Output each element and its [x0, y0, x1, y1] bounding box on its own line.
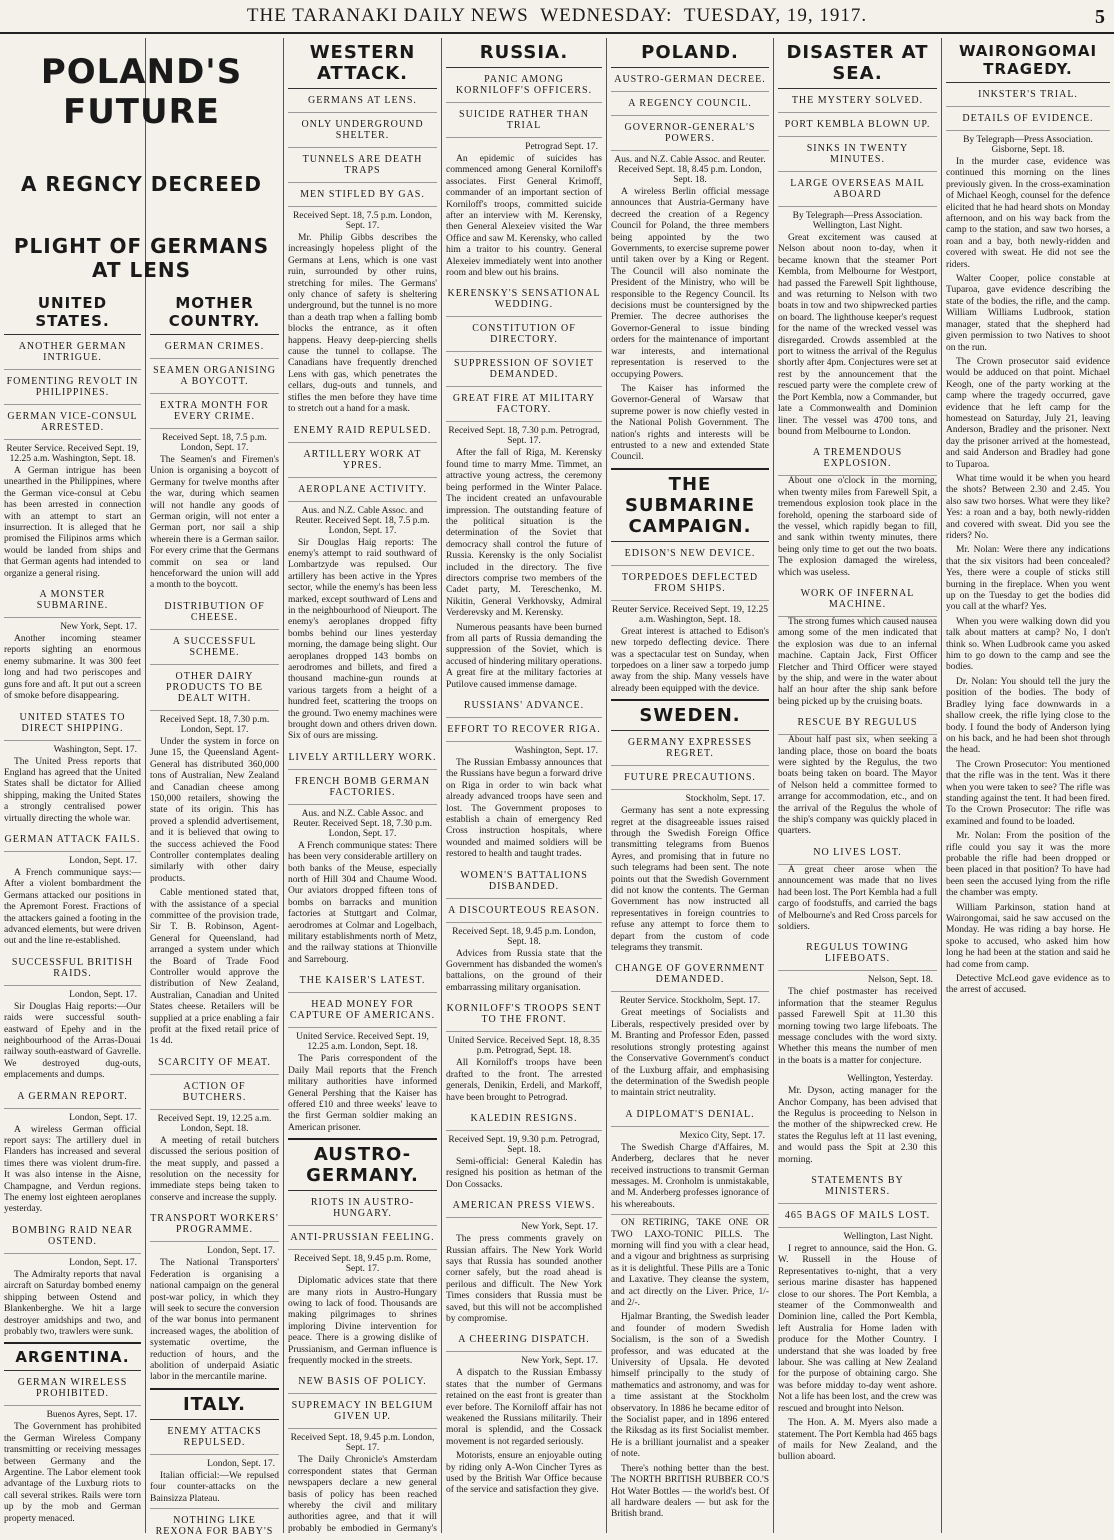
- article-paragraph: The strong fumes which caused nausea among some of the men indicated that the explosion was due to an infernal machine. Captain Jack, First Officer Fletcher and Third Officer were stayed by the ship, and were in the water about half an hour after the ship sank before being picked up by the cruising boats.: [778, 616, 937, 707]
- subhead: FOMENTING REVOLT IN PHILIPPINES.: [4, 370, 141, 405]
- weekday-label: WEDNESDAY:: [540, 5, 673, 26]
- subhead: SUCCESSFUL BRITISH RAIDS.: [4, 951, 141, 986]
- article-paragraph: Another incoming steamer reports sighting an enormous enemy submarine. It was 300 feet long and had two periscopes and guns fore and aft. It put out a screen of smoke before disappearing.: [4, 634, 141, 702]
- article-paragraph: The National Transporters' Federation is organising a national campaign on the general post-war policy, in which they will seek to secure the conversion of the war bonus into permanent increased wages, the abolition of systematic overtime, the reduction of hours, and the abolition of underpaid Asiatic labor in the mercantile marine.: [150, 1258, 279, 1383]
- subhead: WORK OF INFERNAL MACHINE.: [778, 582, 937, 617]
- section-title: SWEDEN.: [611, 699, 769, 731]
- dateline: Wellington, Last Night.: [843, 1232, 933, 1242]
- section-title: WESTERN ATTACK.: [288, 38, 437, 89]
- subhead: A GERMAN REPORT.: [4, 1085, 141, 1109]
- subhead: DISTRIBUTION OF CHEESE.: [150, 595, 279, 630]
- subhead: ACTION OF BUTCHERS.: [150, 1075, 279, 1110]
- subhead: [4, 1528, 141, 1535]
- subhead: CHANGE OF GOVERNMENT DEMANDED.: [611, 957, 769, 992]
- article-paragraph: When you were walking down did you talk about matters at camp? No, I don't think so. When Ludbrook came you asked him to go down to the camp and see the bodies.: [946, 616, 1110, 673]
- subhead: CONSTITUTION OF DIRECTORY.: [446, 317, 602, 352]
- article-paragraph: Walter Cooper, police constable at Tuparoa, gave evidence describing the state of the bodies, the rifle, and the camp. William Williams Ludbrook, station manager, stated that the shepherd had given permission to two Natives to shoot on the run.: [946, 274, 1110, 353]
- subhead: SEAMEN ORGANISING A BOYCOTT.: [150, 359, 279, 394]
- sub-headline: PLIGHT OF GERMANS AT LENS: [13, 234, 270, 282]
- dateline: By Telegraph—Press Association. Gisborne, Sept. 18.: [963, 135, 1093, 155]
- article-paragraph: The Admiralty reports that naval aircraft on Saturday bombed enemy shipping between Ostend and Blankenberghe. We hit a large destroyer amidships and two, and probably two, trawlers were sunk.: [4, 1269, 141, 1337]
- dateline: Aus. and N.Z. Cable Assoc. and Reuter. Received Sept. 18, 7.30 p.m. London, Sept. 17.: [292, 808, 433, 839]
- section-title: POLAND.: [611, 38, 769, 68]
- subhead: UNITED STATES TO DIRECT SHIPPING.: [4, 706, 141, 741]
- article-paragraph: A wireless German official report says: The artillery duel in Flanders has increased and several times there was violent drum-fire. It was also intense in the Aisne, Champagne, and Verdun regions. The enemy lost eighteen aeroplanes yesterday.: [4, 1124, 141, 1215]
- dateline: Petrograd Sept. 17.: [525, 142, 598, 152]
- page-number: 5: [1095, 6, 1106, 28]
- dateline: Wellington, Yesterday.: [847, 1074, 933, 1085]
- subhead: A SUCCESSFUL SCHEME.: [150, 630, 279, 665]
- lead-headline-block: [0, 38, 283, 283]
- section-title: RUSSIA.: [446, 38, 602, 68]
- subhead: LARGE OVERSEAS MAIL ABOARD: [778, 172, 937, 207]
- article-paragraph: An epidemic of suicides has commenced among General Korniloff's associates. First General Krimoff, commander of an important section of Korniloff's troops, committed suicide after an interview with M. Kerensky, then General Alexeiev visited the War Office and saw M. Kerensky, who called him a traitor to his country. General Alexeiev immediately went into another room and blew out his brains.: [446, 154, 602, 279]
- subhead: GERMAN CRIMES.: [150, 335, 279, 359]
- article-paragraph: Great excitement was caused at Nelson about noon to-day, when it became known that the steamer Port Kembla, from Melbourne for Westport, had passed the Farewell Spit lighthouse, and was returning to Nelson with two boats in tow and two shipwrecked parties on board. The lighthouse keeper's request for the name of the wrecked vessel was disregarded. Crowds assembled at the port to witness the arrival of the Regulus shortly after 4pm. Conjectures were set at rest by the announcement that the rescued party were the complete crew of the Port Kembla, now a Commander, but late a Commonwealth and Dominion liner. The vessel was 4700 tons, and bound from Melbourne to London.: [778, 233, 937, 437]
- dateline: Received Sept. 19, 12.25 a.m. London, Sept. 18.: [157, 1113, 272, 1134]
- subhead: FUTURE PRECAUTIONS.: [611, 766, 769, 790]
- subhead: RIOTS IN AUSTRO-HUNGARY.: [288, 1191, 437, 1226]
- article-paragraph: The Kaiser has informed the Governor-General of Warsaw that supreme power is now chiefly vested in the National Polish Government. The nation's rights and interests will be entrusted to a new and extended State Council.: [611, 383, 769, 463]
- dateline: London, Sept. 17.: [69, 1257, 137, 1268]
- article-paragraph: In the murder case, evidence was continued this morning on the lines previously given. In the cross-examination of Michael Keogh, counsel for the defence elicited that he had heard shots on Monday afternoon, and on his way back from the camp to the station, and saw two horses, a roan and a bay, both newly-ridden and covered with sweat. He did not see the riders.: [946, 157, 1110, 270]
- subhead: THE KAISER'S LATEST.: [288, 969, 437, 993]
- article-paragraph: Detective McLeod gave evidence as to the arrest of accused.: [946, 974, 1110, 996]
- article-paragraph: Semi-official: General Kaledin has resigned his position as hetman of the Don Cossacks.: [446, 1156, 602, 1190]
- article-paragraph: The Seamen's and Firemen's Union is organising a boycott of Germany for twelve months after the war, during which seamen will not handle any goods of German origin, will not enter a German port, nor sail a ship wherein there is a German sailor. For every crime that the Germans commit on sea or land henceforward the union will add a month to the boycott.: [150, 455, 279, 591]
- subhead: GERMAN WIRELESS PROHIBITED.: [4, 1371, 141, 1406]
- dateline: Washington, Sept. 17.: [514, 746, 598, 756]
- dateline: Received Sept. 18, 7.5 p.m. London, Sept. 17.: [292, 211, 433, 231]
- subhead: FRENCH BOMB GERMAN FACTORIES.: [288, 770, 437, 805]
- dateline: London, Sept. 17.: [69, 989, 137, 1000]
- dateline: Reuter Service. Stockholm, Sept. 17.: [619, 996, 761, 1007]
- article-paragraph: Great interest is attached to Edison's new torpedo deflecting device. There was a spectacular test on Sunday, when torpedoes on a liner saw a torpedo jump away from the ship. Many vessels have already been equipped with the device.: [611, 626, 769, 694]
- subhead: GERMAN ATTACK FAILS.: [4, 828, 141, 852]
- article-paragraph: The Russian Embassy announces that the Russians have begun a forward drive on Riga in order to win back what already advanced troops have seen and lost. The Government proposes to establish a chain of emergency Red Cross instruction hospitals, where wounded and maimed soldiers will be restored to health and taught trades.: [446, 758, 602, 860]
- subhead: ENEMY ATTACKS REPULSED.: [150, 1420, 279, 1455]
- dateline: Received Sept. 19, 9.30 p.m. Petrograd, Sept. 18.: [448, 1134, 600, 1155]
- subhead: 465 BAGS OF MAILS LOST.: [778, 1204, 937, 1228]
- section-title: DISASTER AT SEA.: [778, 38, 937, 89]
- article-paragraph: A great cheer arose when the announcement was made that no lives had been lost. The Port Kembla had a full cargo of foodstuffs, and carried the bags of Melbourne's and Red Cross parcels for soldiers.: [778, 864, 937, 932]
- column-mother-country: [146, 290, 283, 1535]
- dateline: Received Sept. 18, 7.5 p.m. London, Sept. 17.: [162, 433, 267, 453]
- dateline: Received Sept. 18, 9.45 p.m. Rome, Sept. 17.: [294, 1254, 431, 1275]
- subhead: RUSSIANS' ADVANCE.: [446, 694, 602, 718]
- subhead: RESCUE BY REGULUS: [778, 711, 937, 735]
- section-title: THE SUBMARINE CAMPAIGN.: [611, 468, 769, 542]
- subhead: DETAILS OF EVIDENCE.: [946, 107, 1110, 131]
- article-paragraph: About one o'clock in the morning, when twenty miles from Farewell Spit, a tremendous explosion took place in the forehold, opening the starboard side of the vessel, which rapidly began to fill, and sank within twenty minutes, there being only time to get out the two boats. The explosion damaged the wireless, which was useless.: [778, 476, 937, 578]
- article-paragraph: William Parkinson, station hand at Wairongomai, said he saw accused on the Monday. He was riding a bay horse. He spoke to accused, who asked him how long he had been at the station and said he had come from camp.: [946, 902, 1110, 970]
- article-paragraph: The United Press reports that England has agreed that the United States shall be dictator for Allied shipping, making the United States a strongly centralised power virtually directing the whole war.: [4, 756, 141, 824]
- subhead: SUICIDE RATHER THAN TRIAL: [446, 103, 602, 138]
- advertisement-text: Motorists, ensure an enjoyable outing by riding only A-Won Cincher Tyres as used by the British War Office because of the service and satisfaction they give.: [446, 1451, 602, 1496]
- subhead: EXTRA MONTH FOR EVERY CRIME.: [150, 394, 279, 429]
- section-title: MOTHER COUNTRY.: [150, 290, 279, 335]
- subhead: PORT KEMBLA BLOWN UP.: [778, 113, 937, 137]
- article-paragraph: The Government has prohibited the German Wireless Company transmitting or receiving messages between Germany and the Argentine. The Labor element took advantage of the Luxburg riots to call several strikes. Rails were torn up by the mob and German property menaced.: [4, 1422, 141, 1524]
- subhead: GREAT FIRE AT MILITARY FACTORY.: [446, 387, 602, 422]
- dateline: Aus. and N.Z. Cable Assoc. and Reuter. Received Sept. 18, 7.5 p.m. London, Sept. 17.: [295, 505, 430, 536]
- subhead: INKSTER'S TRIAL.: [946, 83, 1110, 107]
- column-russia: [442, 38, 606, 1533]
- dateline: New York, Sept. 17.: [60, 622, 137, 633]
- article-paragraph: Great meetings of Socialists and Liberals, respectively presided over by M. Branting and Professor Eden, passed resolutions strongly protesting against the Conservative Government's conduct of the Luxburg affair, and emphasising the determination of the Swedish people to maintain strict neutrality.: [611, 1008, 769, 1099]
- article-paragraph: The Crown Prosecutor: You mentioned that the rifle was in the tent. Was it there when you were taken to see? The rifle was standing against the tent. It had been fired. To the Crown Prosecutor: The rifle was examined and found to be loaded.: [946, 759, 1110, 827]
- article-paragraph: The Paris correspondent of the Daily Mail reports that the French military authorities have informed General Pershing that the Kaiser has offered £10 and three weeks' leave to the first German soldier making an American prisoner.: [288, 1054, 437, 1133]
- subhead: GERMANY EXPRESSES REGRET.: [611, 731, 769, 766]
- article-paragraph: Mr. Nolan: Were there any indications that the six visitors had been concealed? Yes, there were a couple of sticks still burning in the fireplace. When you went up on the Tuesday to get the bodies did you call at the wharf? Yes.: [946, 545, 1110, 613]
- subhead: ARTILLERY WORK AT YPRES.: [288, 443, 437, 478]
- dateline: London, Sept. 17.: [207, 1246, 275, 1257]
- subhead: MEN STIFLED BY GAS.: [288, 183, 437, 207]
- issue-date: TUESDAY, 19, 1917.: [683, 5, 868, 26]
- advertisement-heading: NOTHING LIKE REXONA FOR BABY'S: [150, 1508, 279, 1535]
- dateline: Reuter Service. Received Sept. 19, 12.25 a.m. Washington, Sept. 18.: [612, 604, 768, 625]
- article-paragraph: I regret to announce, said the Hon. G. W. Russell in the House of Representatives to-night, that a very serious marine disaster has happened close to our shores. The Port Kembla, a steamer of the Commonwealth and Dominion line, called the Port Kembla, left Australia for Home laden with produce for the Mother Country. I understand that she was loaded by free labour. She was calling at New Zealand for the purpose of obtaining cargo. She was before midday to-day went ashore. Not a life has been lost, and the crew was rescued and brought into Nelson.: [778, 1244, 937, 1414]
- section-title: ARGENTINA.: [4, 1342, 141, 1371]
- article-paragraph: After the fall of Riga, M. Kerensky found time to marry Mme. Timmet, an attractive young actress, the ceremony being performed in the Winter Palace. The incident created an unfavourable impression. The outstanding feature of the political situation is the determination of the Soviet that democracy shall control the future of Russia. Kerensky is the only Socialist included in the directory. The five directors comprise two members of the Cadet party, M. Tereschenko, M. Nikitin, General Verkhovsky, Admiral Verderevsky and M. Kerensky.: [446, 448, 602, 619]
- subhead: TORPEDOES DEFLECTED FROM SHIPS.: [611, 566, 769, 601]
- article-paragraph: The press comments gravely on Russian affairs. The New York World says that Russia has sounded another corner safely, but the road ahead is perilous and difficult. The New York Times considers that Russia must be saved, but this will not be accomplished by compromise.: [446, 1234, 602, 1324]
- subhead: LIVELY ARTILLERY WORK.: [288, 746, 437, 770]
- dateline: Buenos Ayres, Sept. 17.: [46, 1410, 137, 1421]
- dateline: By Telegraph—Press Association. Wellington, Last Night.: [792, 211, 923, 231]
- column-disaster-at-sea: [774, 38, 941, 1533]
- article-paragraph: A wireless Berlin official message announces that Austria-Germany have decreed the creation of a Regency Council for Poland, the three members being appointed by the two Governments, to exercise supreme power until taken over by a King or Regent. The Council will also nominate the President of the Ministry, who will be responsible to the Regency Council. Its decisions must be countersigned by the Premier. The decree authorises the Governor-General to issue binding orders for the maintenance of important war interests, and international representation is reserved to the occupying Powers.: [611, 187, 769, 380]
- article-paragraph: Diplomatic advices state that there are many riots in Austro-Hungary owing to lack of food. Thousands are making pilgrimages to shrines imploring Divine intervention for peace. There is a growing dislike of Prussianism, and German influence is frequently mocked in the streets.: [288, 1276, 437, 1366]
- article-paragraph: Dr. Nolan: You should tell the jury the position of the bodies. The body of Bradley lying face downwards in a shallow creek, the rifle lying close to the body. I found the body of Anderson lying on his back, and he had been shot through the head.: [946, 676, 1110, 756]
- article-paragraph: A meeting of retail butchers discussed the serious position of the meat supply, and passed a resolution on the necessity for immediate steps being taken to conserve and increase the supply.: [150, 1135, 279, 1203]
- article-paragraph: A French communique states: There has been very considerable artillery on both banks of the Meuse, especially north of Hill 304 and Chaume Wood. Our aviators dropped fifteen tons of bombs on barracks and munition factories at Stuttgart and Colmar, aerodromes at Colmar and Logelbach, military establishments north of Metz, and the railway stations at Thionville and Sarrebourg.: [288, 840, 437, 965]
- subhead: ANTI-PRUSSIAN FEELING.: [288, 1226, 437, 1250]
- column-western-attack: [284, 38, 441, 1533]
- article-paragraph: Sir Douglas Haig reports:—Our raids were successful south-eastward of Epehy and in the neighbourhood of the Arras-Douai railway south-eastward of Gavrelle. We destroyed dug-outs, emplacements and dumps.: [4, 1001, 141, 1081]
- subhead: ONLY UNDERGROUND SHELTER.: [288, 113, 437, 148]
- article-paragraph: Mr. Nolan: From the position of the rifle could you say it was the more probable the rifle had been dropped or been placed in that position? To have had been seen the accused lying from the rifle the chamber was empty.: [946, 831, 1110, 899]
- dateline: United Service. Received Sept. 18, 8.35 p.m. Petrograd, Sept. 18.: [448, 1036, 600, 1057]
- sub-headline: A REGNCY DECREED: [20, 172, 263, 196]
- article-paragraph: Sir Douglas Haig reports: The enemy's attempt to raid southward of Lombartzyde was repulsed. Our artillery has been active in the Ypres sector, while the enemy's has been less marked, except southward of Lens and in the neighbourhood of Nieuport. The enemy's aeroplanes dropped fifty bombs behind our lines yesterday morning, the damage being slight. Our aeroplanes dropped 143 bombs on aerodromes and billets, and fired a thousand machine-gun rounds at various targets from a height of a hundred feet, scattering the troops on the ground. Two enemy machines were brought down and others driven down. Six of ours are missing.: [288, 537, 438, 742]
- article-paragraph: The Crown prosecutor said evidence would be adduced on that point. Michael Keogh, one of the party working at the camp where the tragedy occurred, gave evidence that he left camp for the homestead on Saturday, July 21, leaving Anderson, Bradley and the prisoner. Next day the prisoner arrived at the homestead, and said Anderson and Bradley had gone to Tuparoa.: [946, 356, 1110, 470]
- article-paragraph: The Hon. A. M. Myers also made a statement. The Port Kembla had 465 bags of mails for New Zealand, and the bullion aboard.: [778, 1418, 937, 1463]
- dateline: Received Sept. 18, 9.45 p.m. London, Sept. 17.: [290, 1433, 435, 1454]
- main-headline: POLAND'S FUTURE: [40, 52, 243, 132]
- column-wairongomai-tragedy: [942, 38, 1114, 1533]
- subhead: BOMBING RAID NEAR OSTEND.: [4, 1219, 141, 1254]
- section-title: AUSTRO-GERMANY.: [288, 1138, 437, 1191]
- dateline: Nelson, Sept. 18.: [867, 975, 933, 986]
- dateline: Stockholm, Sept. 17.: [685, 794, 765, 805]
- subhead: KORNILOFF'S TROOPS SENT TO THE FRONT.: [446, 997, 602, 1032]
- article-paragraph: Advices from Russia state that the Government has disbanded the women's battalions, on the ground of their embarrassing military organisation.: [446, 948, 602, 993]
- column-united-states: [0, 290, 145, 1535]
- subhead: HEAD MONEY FOR CAPTURE OF AMERICANS.: [288, 993, 437, 1028]
- dateline: London, Sept. 17.: [69, 1112, 137, 1123]
- subhead: GERMAN VICE-CONSUL ARRESTED.: [4, 405, 141, 440]
- article-paragraph: About half past six, when seeking a landing place, those on board the boats were sighted by the Regulus, the two boats being taken on board. The Mayor of Nelson held a committee formed to arrange for accommodation, etc., and on the arrival of the Regulus the whole of the ship's company was quickly placed in quarters.: [778, 735, 937, 837]
- subhead: OTHER DAIRY PRODUCTS TO BE DEALT WITH.: [150, 665, 279, 711]
- subhead: A DISCOURTEOUS REASON.: [446, 899, 602, 923]
- dateline: New York, Sept. 17.: [521, 1356, 598, 1367]
- dateline: Mexico City, Sept. 17.: [679, 1130, 765, 1141]
- subhead: AEROPLANE ACTIVITY.: [288, 478, 437, 502]
- subhead: WOMEN'S BATTALIONS DISBANDED.: [446, 864, 602, 899]
- article-paragraph: All Korniloff's troops have been drafted to the front. The arrested generals, Denikin, Erdeli, and Markoff, have been brought to Petrograd.: [446, 1058, 602, 1103]
- subhead: NEW BASIS OF POLICY.: [288, 1370, 437, 1394]
- subhead: A REGENCY COUNCIL.: [611, 92, 769, 116]
- article-paragraph: Mr. Philip Gibbs describes the increasingly hopeless plight of the Germans at Lens, which is one vast ruin, surrounded by other ruins, stretching for miles. The Germans' only chance of safety is sheltering underground, but the tunnel is no more than a death trap when a falling bomb blocks the entrance, as it often happens. Heavy deep-piercing shells cause the tunnel to collapse. The Canadians have frequently drenched Lens with gas, which penetrates the cellars, dug-outs and tunnels, and stifles the men before they have time to stretch out a hand for a mask.: [288, 233, 437, 415]
- newspaper-title: THE TARANAKI DAILY NEWS: [246, 5, 529, 26]
- article-paragraph: What time would it be when you heard the shots? Between 2.30 and 2.45. You also saw two horses. What were they like? Yes: a roan and a bay, both newly-ridden and covered with sweat. Did you see the riders? No.: [946, 473, 1110, 541]
- subhead: A TREMENDOUS EXPLOSION.: [778, 441, 937, 476]
- article-paragraph: Numerous peasants have been burned from all parts of Russia demanding the suppression of the Soviet, which is accused of hindering military operations. A great fire at the military factories at Putilove caused immense damage.: [446, 622, 602, 690]
- subhead: ANOTHER GERMAN INTRIGUE.: [4, 335, 141, 370]
- subhead: SINKS IN TWENTY MINUTES.: [778, 137, 937, 172]
- subhead: A MONSTER SUBMARINE.: [4, 583, 141, 618]
- column-poland: [607, 38, 773, 1533]
- article-paragraph: The Daily Chronicle's Amsterdam correspondent states that German newspapers declare a new general basis of policy has been reached whereby the civil and military authorities agree, and that it will probably be embodied in Germany's: [288, 1455, 437, 1533]
- dateline: London, Sept. 17.: [69, 855, 137, 866]
- subhead: GOVERNOR-GENERAL'S POWERS.: [611, 116, 769, 151]
- subhead: NO LIVES LOST.: [778, 841, 937, 865]
- subhead: AMERICAN PRESS VIEWS.: [446, 1194, 602, 1218]
- article-paragraph: Under the system in force on June 15, the Queensland Agent-General has distributed 360,000 tons of Australian, New Zealand and Canadian cheese among 150,000 retailers, showing the state of its origin. This has proved a splendid advertisement, and it is believed that owing to the success achieved the Food Controller contemplates dealing similarly with other dairy products.: [150, 736, 279, 884]
- dateline: Received Sept. 18, 7.30 p.m. Petrograd, Sept. 17.: [448, 426, 600, 447]
- article-paragraph: The chief postmaster has received information that the steamer Regulus passed Farewell Spit at 11.30 this morning towing two large lifeboats. The message concludes with the word sixty. Whether this means the number of men in the boats is a matter for conjecture.: [778, 987, 937, 1066]
- subhead: SCARCITY OF MEAT.: [150, 1051, 279, 1075]
- dateline: Reuter Service. Received Sept. 19, 12.25 a.m. Washington, Sept. 18.: [6, 444, 139, 464]
- subhead: ENEMY RAID REPULSED.: [288, 419, 437, 443]
- dateline: United Service. Received Sept. 19, 12.25 a.m. London, Sept. 18.: [296, 1032, 429, 1053]
- article-paragraph: Italian official:—We repulsed four counter-attacks on the Bainsizza Plateau.: [150, 1470, 279, 1504]
- dateline: New York, Sept. 17.: [521, 1222, 598, 1233]
- dateline: Washington, Sept. 17.: [53, 744, 137, 755]
- section-title: UNITED STATES.: [4, 290, 141, 335]
- article-paragraph: A German intrigue has been unearthed in the Philippines, where the German vice-consul at Cebu has been arrested in connection with an attempt to start an insurrection. It is alleged that he promised the Filipinos arms which would be landed from ships and that German agents had intended to organize a general rising.: [4, 466, 141, 579]
- dateline: Received Sept. 18, 9.45 p.m. London, Sept. 18.: [452, 926, 596, 947]
- article-paragraph: Mr. Dyson, acting manager for the Anchor Company, has been advised that the Regulus is proceeding to Nelson in the mother of the shipwrecked crew. He states the Regulus left at 11 last evening, and would pass the Spit at 2.30 this morning.: [778, 1086, 937, 1165]
- advertisement-text: There's nothing better than the best. The NORTH BRITISH RUBBER CO.'S Hot Water Bottles — the world's best. Of all hardware dealers — but ask for the British brand.: [611, 1463, 769, 1520]
- article-paragraph: Hjalmar Branting, the Swedish leader and founder of modern Swedish Socialism, is the son of a Swedish professor, and was educated at the University of Upsala. He devoted himself principally to the study of mathematics and astronomy, and was for a time assistant at the Stockholm observatory. In 1886 he became editor of the Socialist paper, and in 1896 entered the Riksdag as its first Socialist member. He is a brilliant journalist and a speaker of note.: [611, 1312, 769, 1460]
- subhead: SUPREMACY IN BELGIUM GIVEN UP.: [288, 1394, 437, 1429]
- subhead: A DIPLOMAT'S DENIAL.: [611, 1103, 769, 1127]
- subhead: KERENSKY'S SENSATIONAL WEDDING.: [446, 282, 602, 317]
- subhead: SUPPRESSION OF SOVIET DEMANDED.: [446, 352, 602, 387]
- subhead: REGULUS TOWING LIFEBOATS.: [778, 936, 937, 971]
- advertisement-text: ON RETIRING, TAKE ONE OR TWO LAXO-TONIC PILLS. The morning will find you with a clear head, and a vigour and brightness as surprising as it is delightful. These Pills are a Tonic and Laxative. They cleanse the system, and act directly on the Liver. Price, 1/- and 2/-.: [611, 1214, 769, 1309]
- dateline: Aus. and N.Z. Cable Assoc. and Reuter. Received Sept. 18, 8.45 p.m. London, Sept. 18.: [614, 155, 766, 185]
- subhead: EFFORT TO RECOVER RIGA.: [446, 718, 602, 742]
- subhead: AUSTRO-GERMAN DECREE.: [611, 68, 769, 92]
- section-title: WAIRONGOMAI TRAGEDY.: [946, 38, 1110, 83]
- article-paragraph: Germany has sent a note expressing regret at the disagreeable issues raised through the Swedish Foreign Office transmitting telegrams from Buenos Ayres, and promising that in future no such telegrams had been sent. The note points out that the Swedish Government did not know the contents. The German Government has now instructed all representatives in foreign countries to refuse any attempt to force them to depart from the custom of code telegrams they transmit.: [611, 806, 769, 954]
- subhead: GERMANS AT LENS.: [288, 89, 437, 113]
- subhead: PANIC AMONG KORNILOFF'S OFFICERS.: [446, 68, 602, 103]
- article-paragraph: Cable mentioned stated that, with the assistance of a special committee of the provision trade, Sir T. B. Robinson, Agent-General for Queensland, had arranged a system under which the Board of Trade Food Controller would approve the distribution of New Zealand, Australian, Canadian and United States cheese. Retailers will be supplied at a price enabling a fair profit at the fixed retail price of 1s 4d.: [150, 888, 279, 1047]
- section-title: ITALY.: [150, 1388, 279, 1420]
- article-paragraph: A dispatch to the Russian Embassy states that the number of Germans retained on the east front is greater than ever before. The Korniloff affair has not weakened the Russians militarily. Their moral is splendid, and the Cossack movement is not regarded seriously.: [446, 1368, 602, 1447]
- article-paragraph: A French communique says:—After a violent bombardment the Germans attacked our positions in the Apremont Forest. Fractions of the attackers gained a footing in the advanced elements, but were driven out and the line re-established.: [4, 867, 141, 947]
- masthead: [0, 0, 1114, 34]
- dateline: Received Sept. 18, 7.30 p.m. London, Sept. 17.: [159, 714, 270, 735]
- subhead: TUNNELS ARE DEATH TRAPS: [288, 148, 437, 183]
- subhead: KALEDIN RESIGNS.: [446, 1107, 602, 1131]
- subhead: THE MYSTERY SOLVED.: [778, 89, 937, 113]
- dateline: London, Sept. 17.: [207, 1458, 275, 1469]
- subhead: A CHEERING DISPATCH.: [446, 1328, 602, 1352]
- subhead: STATEMENTS BY MINISTERS.: [778, 1169, 937, 1204]
- subhead: EDISON'S NEW DEVICE.: [611, 542, 769, 566]
- subhead: TRANSPORT WORKERS' PROGRAMME.: [150, 1207, 279, 1242]
- article-paragraph: The Swedish Charge d'Affaires, M. Anderberg, declares that he never received instructions to transmit German messages. M. Cronholm is unmistakable, and M. Anderberg professes ignorance of his whereabouts.: [611, 1142, 769, 1210]
